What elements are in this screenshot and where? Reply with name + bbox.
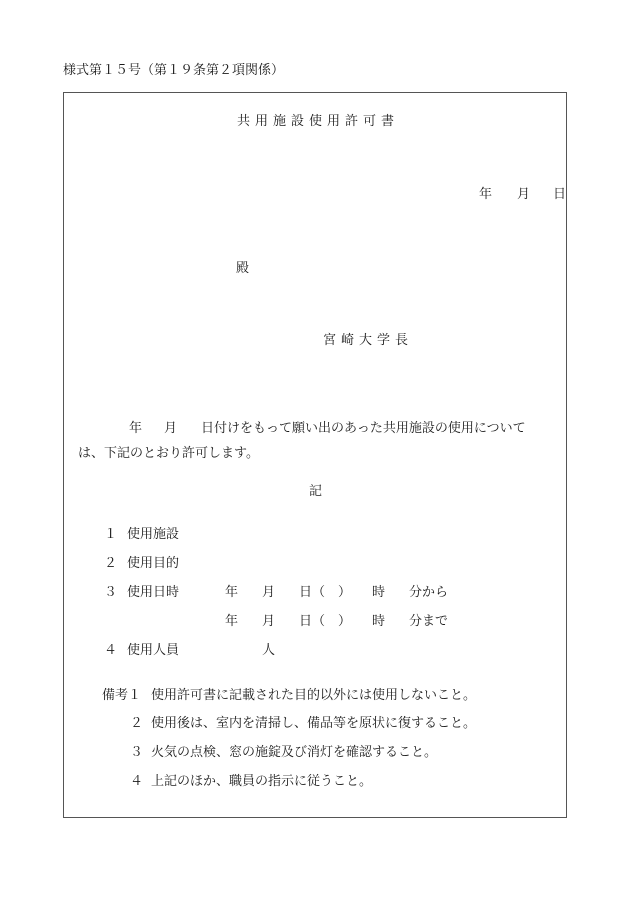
people-unit: 人 bbox=[262, 643, 276, 658]
start-month: 月 bbox=[262, 585, 276, 600]
item-label-facility: 使用施設 bbox=[127, 527, 180, 542]
start-year: 年 bbox=[225, 585, 239, 600]
body-year: 年 bbox=[129, 421, 143, 436]
note-number: ２ bbox=[130, 716, 144, 731]
note-text: 上記のほか、職員の指示に従うこと。 bbox=[151, 774, 373, 789]
item-number: １ bbox=[104, 527, 118, 542]
item-label-purpose: 使用目的 bbox=[127, 556, 180, 571]
addressee-suffix: 殿 bbox=[236, 261, 250, 276]
body-month: 月 bbox=[164, 421, 178, 436]
note-text: 火気の点検、窓の施錠及び消灯を確認すること。 bbox=[151, 745, 438, 760]
date-month: 月 bbox=[517, 187, 531, 202]
end-year: 年 bbox=[225, 614, 239, 629]
item-label-datetime: 使用日時 bbox=[127, 585, 180, 600]
item-number: ２ bbox=[104, 556, 118, 571]
ki-heading: 記 bbox=[309, 484, 323, 499]
note-number: ３ bbox=[130, 745, 144, 760]
date-day: 日 bbox=[553, 187, 567, 202]
document-title: 共用施設使用許可書 bbox=[237, 114, 400, 129]
item-number: ４ bbox=[104, 643, 118, 658]
note-number: 備考１ bbox=[102, 688, 142, 703]
end-month: 月 bbox=[262, 614, 276, 629]
start-hour: 時 bbox=[372, 585, 386, 600]
start-minute: 分から bbox=[409, 585, 449, 600]
item-label-people: 使用人員 bbox=[127, 643, 180, 658]
note-text: 使用後は、室内を清掃し、備品等を原状に復すること。 bbox=[151, 716, 477, 731]
body-line2-text: は、下記のとおり許可します。 bbox=[78, 446, 259, 461]
body-line1-text: 日付けをもって願い出のあった共用施設の使用について bbox=[201, 421, 526, 436]
end-minute: 分まで bbox=[409, 614, 449, 629]
form-number: 様式第１５号（第１９条第２項関係） bbox=[63, 63, 285, 78]
note-number: ４ bbox=[130, 774, 144, 789]
date-year: 年 bbox=[479, 187, 493, 202]
start-day: 日（ ） bbox=[299, 585, 352, 600]
end-day: 日（ ） bbox=[299, 614, 352, 629]
item-number: ３ bbox=[104, 585, 118, 600]
note-text: 使用許可書に記載された目的以外には使用しないこと。 bbox=[151, 688, 477, 703]
end-hour: 時 bbox=[372, 614, 386, 629]
issuer-name: 宮崎大学長 bbox=[323, 333, 414, 348]
